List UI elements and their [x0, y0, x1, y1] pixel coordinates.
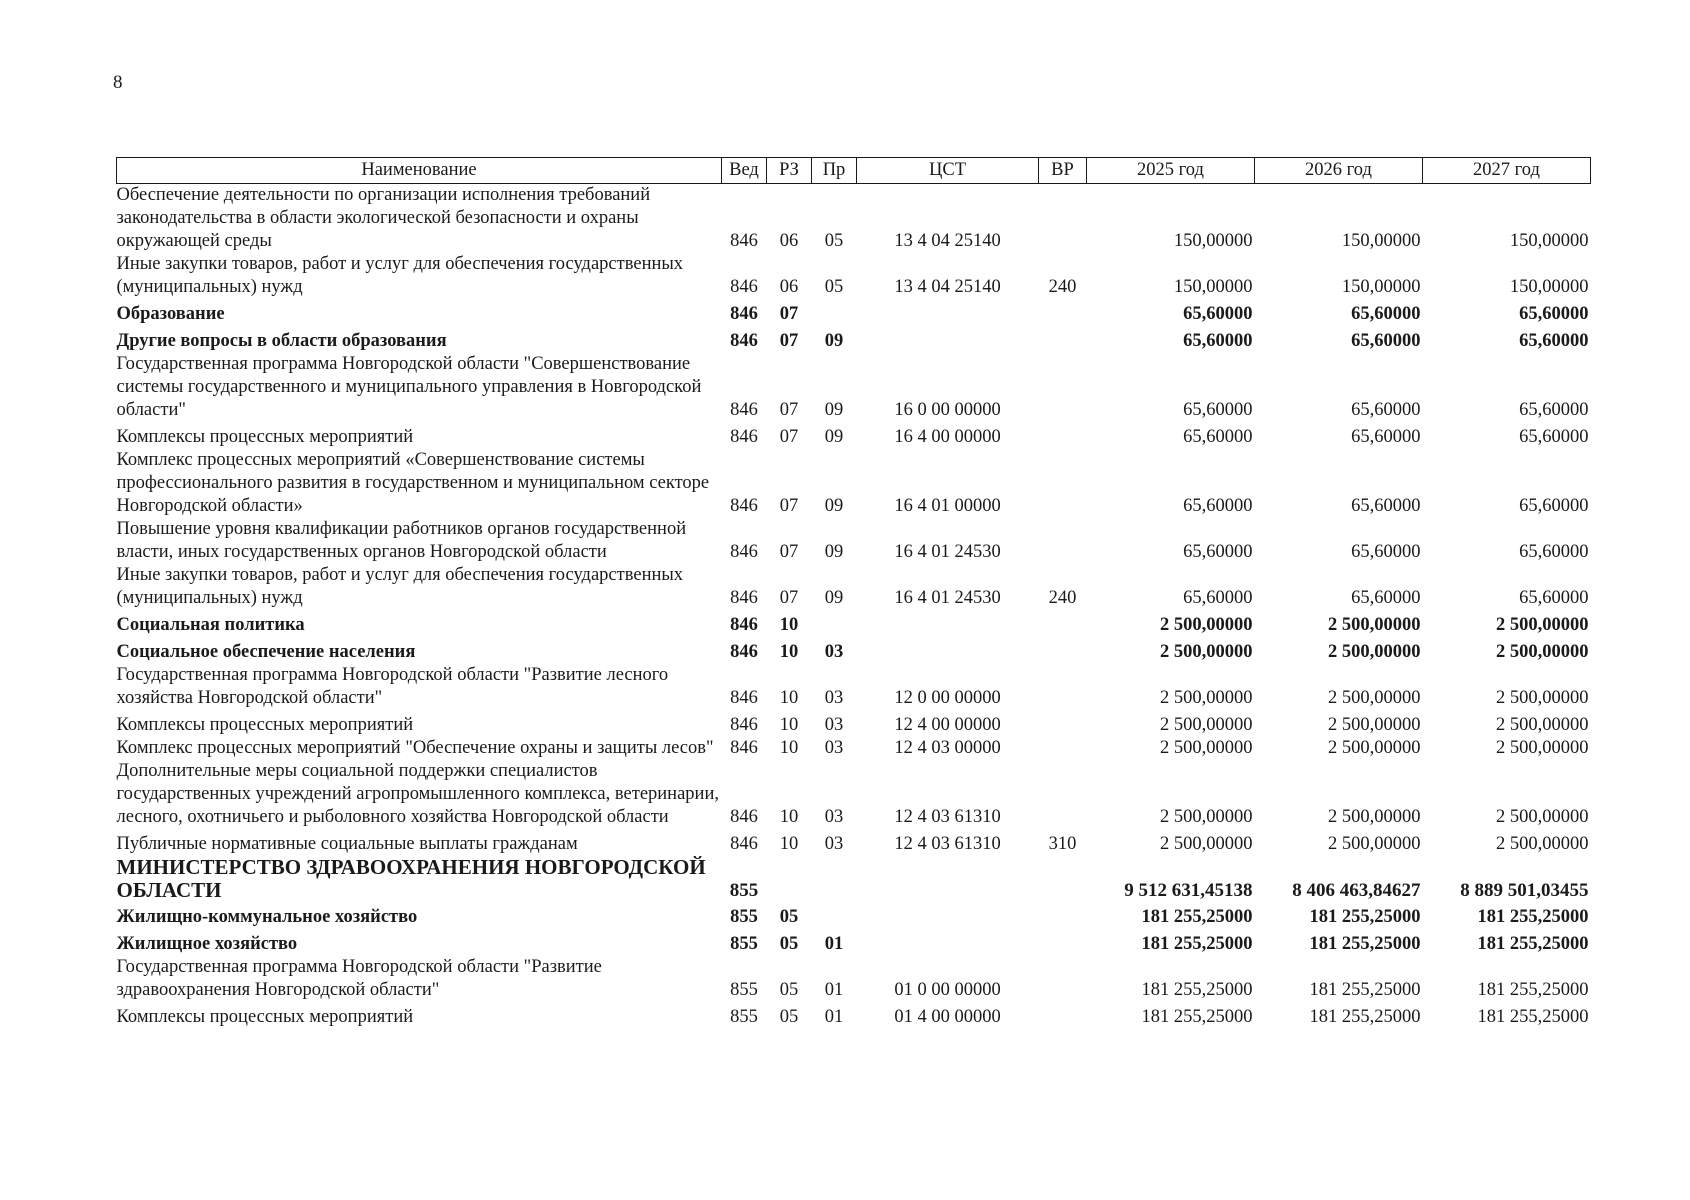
row-value-2026: 65,60000 — [1351, 427, 1421, 447]
row-cst: 16 0 00 00000 — [894, 400, 1001, 420]
row-name: Жилищное хозяйство — [116, 934, 298, 954]
row-cst: 12 0 00 00000 — [894, 688, 1001, 708]
row-value-2025: 2 500,00000 — [1160, 615, 1253, 635]
row-name: Обеспечение деятельности по организации исполнения требований законодательства в области экологической безопасности и охраны окружающей среды — [116, 185, 651, 251]
row-rz: 05 — [779, 980, 799, 1000]
row-value-2025: 181 255,25000 — [1141, 980, 1253, 1000]
row-value-2027: 65,60000 — [1519, 331, 1589, 351]
row-value-2027: 2 500,00000 — [1496, 807, 1589, 827]
row-ved: 846 — [730, 588, 758, 608]
row-cst — [857, 299, 1039, 326]
table-row — [117, 326, 1591, 353]
row-ved: 855 — [730, 907, 758, 927]
row-value-2027: 65,60000 — [1519, 427, 1589, 447]
row-vr — [1039, 326, 1087, 353]
row-value-2026: 65,60000 — [1351, 542, 1421, 562]
row-value-2027: 2 500,00000 — [1496, 642, 1589, 662]
row-value-2026: 150,00000 — [1341, 231, 1421, 251]
row-vr — [1039, 1002, 1087, 1029]
table-row — [117, 856, 1591, 902]
row-value-2026: 2 500,00000 — [1328, 807, 1421, 827]
row-rz: 07 — [779, 496, 799, 516]
row-rz: 10 — [779, 834, 799, 854]
row-value-2026: 8 406 463,84627 — [1292, 880, 1421, 901]
row-pr: 03 — [824, 642, 844, 662]
row-pr: 03 — [824, 688, 844, 708]
row-rz: 10 — [779, 642, 799, 662]
row-value-2026: 2 500,00000 — [1328, 834, 1421, 854]
row-ved: 855 — [730, 980, 758, 1000]
row-vr — [1039, 664, 1087, 710]
row-value-2025: 2 500,00000 — [1160, 642, 1253, 662]
row-name: МИНИСТЕРСТВО ЗДРАВООХРАНЕНИЯ НОВГОРОДСКОЙ ОБЛАСТИ — [116, 855, 706, 902]
row-vr — [1039, 610, 1087, 637]
row-pr: 09 — [824, 400, 844, 420]
row-rz: 07 — [779, 331, 799, 351]
row-value-2027: 181 255,25000 — [1477, 907, 1589, 927]
row-pr: 03 — [824, 834, 844, 854]
row-value-2027: 181 255,25000 — [1477, 1007, 1589, 1027]
row-vr — [1039, 929, 1087, 956]
row-vr — [1039, 956, 1087, 1002]
row-name: Комплексы процессных мероприятий — [116, 427, 414, 447]
row-cst: 13 4 04 25140 — [894, 277, 1001, 297]
row-pr: 03 — [824, 738, 844, 758]
table-row — [117, 518, 1591, 564]
row-value-2026: 2 500,00000 — [1328, 642, 1421, 662]
row-rz: 07 — [779, 400, 799, 420]
row-value-2027: 65,60000 — [1519, 400, 1589, 420]
row-name: Социальная политика — [116, 615, 305, 635]
row-pr: 01 — [824, 1007, 844, 1027]
table-row — [117, 353, 1591, 422]
row-value-2025: 65,60000 — [1183, 331, 1253, 351]
row-value-2026: 65,60000 — [1351, 400, 1421, 420]
row-value-2027: 150,00000 — [1509, 277, 1589, 297]
row-ved: 846 — [730, 496, 758, 516]
table-row — [117, 956, 1591, 1002]
row-rz: 06 — [779, 277, 799, 297]
row-value-2027: 2 500,00000 — [1496, 715, 1589, 735]
row-value-2027: 65,60000 — [1519, 496, 1589, 516]
row-pr: 03 — [824, 807, 844, 827]
row-ved: 846 — [730, 807, 758, 827]
row-name: Иные закупки товаров, работ и услуг для обеспечения государственных (муниципальных) нужд — [116, 254, 684, 297]
row-name: Социальное обеспечение населения — [116, 642, 416, 662]
row-value-2025: 2 500,00000 — [1160, 688, 1253, 708]
row-vr — [1039, 637, 1087, 664]
row-value-2027: 65,60000 — [1519, 542, 1589, 562]
row-name: Дополнительные меры социальной поддержки специалистов государственных учреждений агропромышленного комплекса, ветеринарии, лесного, охотничьего и рыболовного хозяйства Новгородской области — [116, 761, 719, 827]
row-value-2025: 2 500,00000 — [1160, 807, 1253, 827]
row-value-2025: 65,60000 — [1183, 542, 1253, 562]
row-vr — [1039, 422, 1087, 449]
row-value-2025: 150,00000 — [1173, 277, 1253, 297]
row-rz: 07 — [779, 588, 799, 608]
row-name: Комплексы процессных мероприятий — [116, 715, 414, 735]
row-vr: 240 — [1048, 588, 1077, 608]
row-value-2026: 2 500,00000 — [1328, 738, 1421, 758]
table-row — [117, 760, 1591, 829]
row-cst: 12 4 00 00000 — [894, 715, 1001, 735]
row-pr: 09 — [824, 331, 844, 351]
row-pr: 09 — [824, 427, 844, 447]
row-cst — [857, 902, 1039, 929]
header-cst: ЦСТ — [857, 158, 1039, 184]
row-name: Публичные нормативные социальные выплаты гражданам — [116, 834, 578, 854]
row-value-2026: 181 255,25000 — [1309, 980, 1421, 1000]
table-row — [117, 564, 1591, 610]
row-cst: 16 4 01 24530 — [894, 588, 1001, 608]
row-rz: 07 — [779, 427, 799, 447]
table-body — [117, 184, 1591, 1030]
row-value-2027: 2 500,00000 — [1496, 688, 1589, 708]
row-ved: 846 — [730, 642, 758, 662]
row-rz: 10 — [779, 807, 799, 827]
row-vr: 240 — [1048, 277, 1077, 297]
row-rz: 10 — [779, 715, 799, 735]
row-vr — [1039, 737, 1087, 760]
page-number: 8 — [113, 72, 123, 93]
table-row — [117, 184, 1591, 254]
row-pr: 05 — [824, 231, 844, 251]
row-name: Комплекс процессных мероприятий "Обеспечение охраны и защиты лесов" — [116, 738, 714, 758]
row-rz: 05 — [779, 934, 799, 954]
row-rz: 10 — [779, 688, 799, 708]
row-rz: 10 — [779, 615, 799, 635]
table-row — [117, 737, 1591, 760]
row-rz: 05 — [779, 1007, 799, 1027]
row-pr: 09 — [824, 496, 844, 516]
row-pr — [812, 902, 857, 929]
row-cst — [857, 637, 1039, 664]
row-value-2027: 65,60000 — [1519, 304, 1589, 324]
row-value-2025: 65,60000 — [1183, 400, 1253, 420]
row-value-2025: 65,60000 — [1183, 304, 1253, 324]
row-name: Жилищно-коммунальное хозяйство — [116, 907, 418, 927]
row-value-2027: 150,00000 — [1509, 231, 1589, 251]
row-value-2026: 2 500,00000 — [1328, 688, 1421, 708]
header-pr: Пр — [812, 158, 857, 184]
header-rz: РЗ — [767, 158, 812, 184]
table-row — [117, 710, 1591, 737]
row-rz: 06 — [779, 231, 799, 251]
row-cst — [857, 326, 1039, 353]
row-pr — [812, 856, 857, 902]
row-value-2026: 65,60000 — [1351, 588, 1421, 608]
row-value-2025: 2 500,00000 — [1160, 738, 1253, 758]
row-ved: 846 — [730, 331, 758, 351]
row-value-2027: 8 889 501,03455 — [1460, 880, 1589, 901]
row-vr — [1039, 299, 1087, 326]
row-value-2025: 65,60000 — [1183, 427, 1253, 447]
table-row — [117, 610, 1591, 637]
header-ved: Вед — [722, 158, 767, 184]
budget-table-container — [116, 157, 1590, 1029]
table-row — [117, 829, 1591, 856]
row-value-2025: 65,60000 — [1183, 496, 1253, 516]
row-value-2027: 181 255,25000 — [1477, 934, 1589, 954]
row-ved: 846 — [730, 688, 758, 708]
row-value-2025: 2 500,00000 — [1160, 715, 1253, 735]
table-row — [117, 929, 1591, 956]
row-value-2027: 65,60000 — [1519, 588, 1589, 608]
row-pr: 01 — [824, 980, 844, 1000]
row-vr: 310 — [1048, 834, 1077, 854]
row-value-2027: 2 500,00000 — [1496, 834, 1589, 854]
row-rz — [767, 856, 812, 902]
table-row — [117, 449, 1591, 518]
table-row — [117, 253, 1591, 299]
row-name: Комплекс процессных мероприятий «Совершенствование системы профессионального развития в государственном и муниципальном секторе Новгородской области» — [116, 450, 710, 516]
header-vr: ВР — [1039, 158, 1087, 184]
row-value-2025: 181 255,25000 — [1141, 1007, 1253, 1027]
row-value-2025: 65,60000 — [1183, 588, 1253, 608]
row-vr — [1039, 902, 1087, 929]
row-cst: 01 0 00 00000 — [894, 980, 1001, 1000]
row-value-2027: 181 255,25000 — [1477, 980, 1589, 1000]
table-header-row — [117, 158, 1591, 184]
row-value-2026: 65,60000 — [1351, 304, 1421, 324]
header-name: Наименование — [117, 158, 722, 184]
row-value-2026: 2 500,00000 — [1328, 615, 1421, 635]
table-row — [117, 664, 1591, 710]
row-name: Государственная программа Новгородской области "Развитие здравоохранения Новгородской области" — [116, 957, 602, 1000]
row-cst: 16 4 01 24530 — [894, 542, 1001, 562]
row-value-2026: 150,00000 — [1341, 277, 1421, 297]
row-ved: 846 — [730, 738, 758, 758]
row-cst — [857, 610, 1039, 637]
row-cst: 13 4 04 25140 — [894, 231, 1001, 251]
table-row — [117, 902, 1591, 929]
row-pr: 09 — [824, 588, 844, 608]
row-cst — [857, 929, 1039, 956]
table-row — [117, 1002, 1591, 1029]
row-vr — [1039, 760, 1087, 829]
row-cst: 01 4 00 00000 — [894, 1007, 1001, 1027]
row-rz: 07 — [779, 542, 799, 562]
row-ved: 846 — [730, 427, 758, 447]
row-value-2027: 2 500,00000 — [1496, 615, 1589, 635]
table-row — [117, 422, 1591, 449]
row-ved: 846 — [730, 542, 758, 562]
row-name: Образование — [116, 304, 225, 324]
row-pr: 05 — [824, 277, 844, 297]
header-2025: 2025 год — [1087, 158, 1255, 184]
row-value-2025: 181 255,25000 — [1141, 934, 1253, 954]
row-pr — [812, 299, 857, 326]
row-value-2026: 181 255,25000 — [1309, 1007, 1421, 1027]
row-value-2025: 9 512 631,45138 — [1124, 880, 1253, 901]
row-value-2025: 181 255,25000 — [1141, 907, 1253, 927]
row-pr — [812, 610, 857, 637]
row-vr — [1039, 856, 1087, 902]
header-2026: 2026 год — [1255, 158, 1423, 184]
row-cst — [857, 856, 1039, 902]
header-2027: 2027 год — [1423, 158, 1591, 184]
row-rz: 05 — [779, 907, 799, 927]
row-name: Комплексы процессных мероприятий — [116, 1007, 414, 1027]
row-value-2026: 65,60000 — [1351, 496, 1421, 516]
row-cst: 12 4 03 61310 — [894, 834, 1001, 854]
row-vr — [1039, 184, 1087, 254]
row-value-2027: 2 500,00000 — [1496, 738, 1589, 758]
row-ved: 846 — [730, 715, 758, 735]
row-ved: 846 — [730, 400, 758, 420]
row-rz: 10 — [779, 738, 799, 758]
row-value-2026: 2 500,00000 — [1328, 715, 1421, 735]
row-value-2025: 150,00000 — [1173, 231, 1253, 251]
row-ved: 846 — [730, 277, 758, 297]
row-ved: 855 — [729, 880, 759, 901]
row-ved: 846 — [730, 615, 758, 635]
row-pr: 01 — [824, 934, 844, 954]
row-vr — [1039, 710, 1087, 737]
row-value-2026: 65,60000 — [1351, 331, 1421, 351]
table-row — [117, 299, 1591, 326]
row-ved: 846 — [730, 304, 758, 324]
row-ved: 855 — [730, 1007, 758, 1027]
row-name: Государственная программа Новгородской области "Совершенствование системы государственного и муниципального управления в Новгородской области" — [116, 354, 702, 420]
row-ved: 846 — [730, 231, 758, 251]
row-rz: 07 — [779, 304, 799, 324]
row-vr — [1039, 518, 1087, 564]
row-ved: 846 — [730, 834, 758, 854]
budget-table — [116, 157, 1591, 1029]
row-cst: 16 4 00 00000 — [894, 427, 1001, 447]
row-pr: 09 — [824, 542, 844, 562]
row-value-2026: 181 255,25000 — [1309, 907, 1421, 927]
row-cst: 16 4 01 00000 — [894, 496, 1001, 516]
row-value-2025: 2 500,00000 — [1160, 834, 1253, 854]
row-name: Повышение уровня квалификации работников органов государственной власти, иных государственных органов Новгородской области — [116, 519, 687, 562]
row-name: Другие вопросы в области образования — [116, 331, 447, 351]
row-cst: 12 4 03 61310 — [894, 807, 1001, 827]
row-name: Государственная программа Новгородской области "Развитие лесного хозяйства Новгородской области" — [116, 665, 669, 708]
row-ved: 855 — [730, 934, 758, 954]
row-cst: 12 4 03 00000 — [894, 738, 1001, 758]
row-value-2026: 181 255,25000 — [1309, 934, 1421, 954]
row-pr: 03 — [824, 715, 844, 735]
row-vr — [1039, 353, 1087, 422]
table-row — [117, 637, 1591, 664]
row-vr — [1039, 449, 1087, 518]
row-name: Иные закупки товаров, работ и услуг для обеспечения государственных (муниципальных) нужд — [116, 565, 684, 608]
